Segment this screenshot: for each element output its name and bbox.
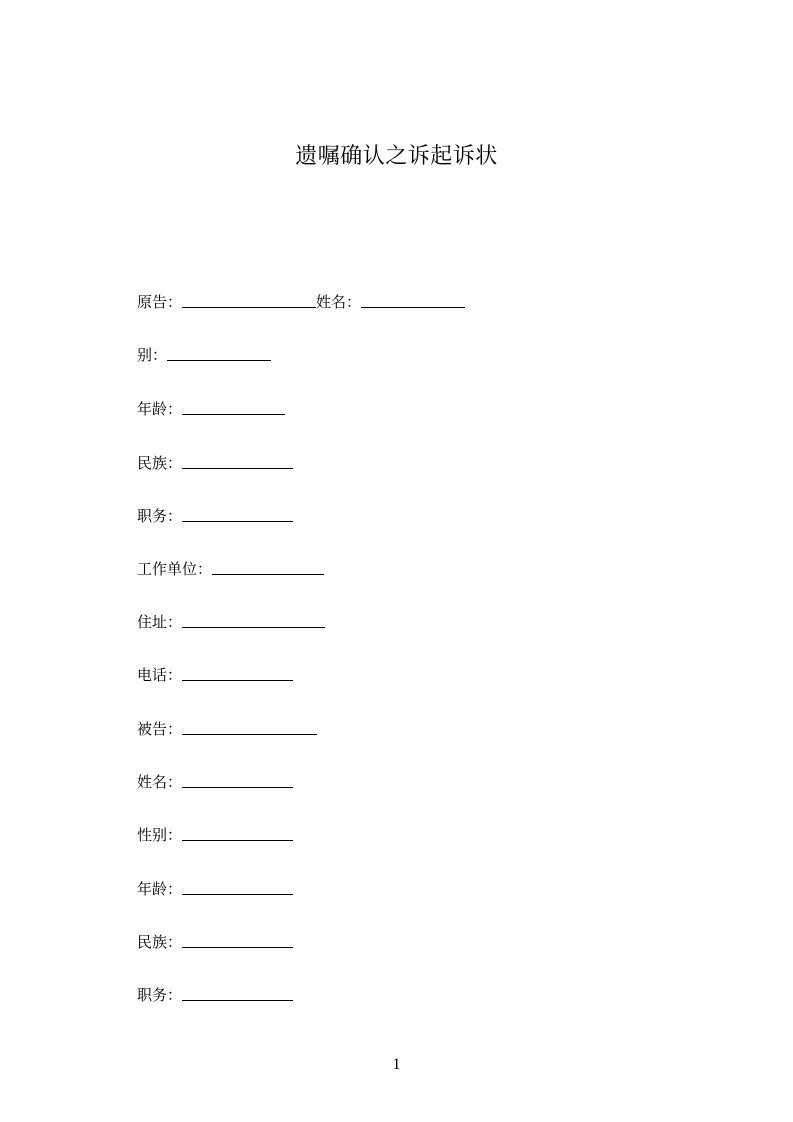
plaintiff-address-blank[interactable] [182, 611, 325, 628]
defendant-age-label: 年龄： [137, 880, 183, 898]
page-number: 1 [392, 1056, 401, 1073]
plaintiff-ethnicity-row [137, 451, 293, 473]
defendant-name-blank[interactable] [182, 771, 293, 788]
defendant-name-label: 姓名： [137, 773, 183, 791]
defendant-position-blank[interactable] [182, 984, 293, 1001]
plaintiff-position-blank[interactable] [182, 505, 293, 522]
plaintiff-age-blank[interactable] [182, 398, 285, 415]
plaintiff-address-label: 住址： [137, 613, 183, 631]
plaintiff-employer-blank[interactable] [212, 558, 324, 575]
plaintiff-name-label: 姓名： [316, 293, 362, 311]
defendant-ethnicity-blank[interactable] [182, 931, 293, 948]
plaintiff-blank[interactable] [182, 291, 316, 308]
plaintiff-gender-row [137, 343, 271, 365]
plaintiff-position-label: 职务： [137, 507, 183, 525]
plaintiff-gender-label: 别： [137, 346, 168, 364]
defendant-position-row [137, 983, 293, 1005]
defendant-ethnicity-row [137, 930, 293, 952]
plaintiff-gender-blank[interactable] [167, 344, 271, 361]
plaintiff-employer-row [137, 557, 324, 579]
defendant-age-blank[interactable] [182, 878, 293, 895]
defendant-ethnicity-label: 民族： [137, 933, 183, 951]
defendant-gender-label: 性别： [137, 826, 183, 844]
defendant-age-row [137, 877, 293, 899]
defendant-blank[interactable] [182, 718, 317, 735]
defendant-gender-row [137, 823, 293, 845]
plaintiff-position-row [137, 504, 293, 526]
plaintiff-ethnicity-label: 民族： [137, 454, 183, 472]
plaintiff-age-row [137, 397, 285, 419]
plaintiff-phone-label: 电话： [137, 666, 183, 684]
defendant-row [137, 717, 317, 739]
defendant-position-label: 职务： [137, 986, 183, 1004]
defendant-name-row [137, 770, 293, 792]
plaintiff-name-blank[interactable] [361, 291, 465, 308]
plaintiff-phone-row [137, 663, 293, 685]
defendant-label: 被告： [137, 720, 183, 738]
plaintiff-age-label: 年龄： [137, 400, 183, 418]
defendant-gender-blank[interactable] [182, 824, 293, 841]
plaintiff-ethnicity-blank[interactable] [182, 452, 293, 469]
plaintiff-label: 原告： [137, 293, 183, 311]
document-title: 遗嘱确认之诉起诉状 [295, 144, 498, 169]
plaintiff-phone-blank[interactable] [182, 664, 293, 681]
plaintiff-address-row [137, 610, 325, 632]
plaintiff-employer-label: 工作单位： [137, 560, 213, 578]
plaintiff-row [137, 290, 465, 312]
